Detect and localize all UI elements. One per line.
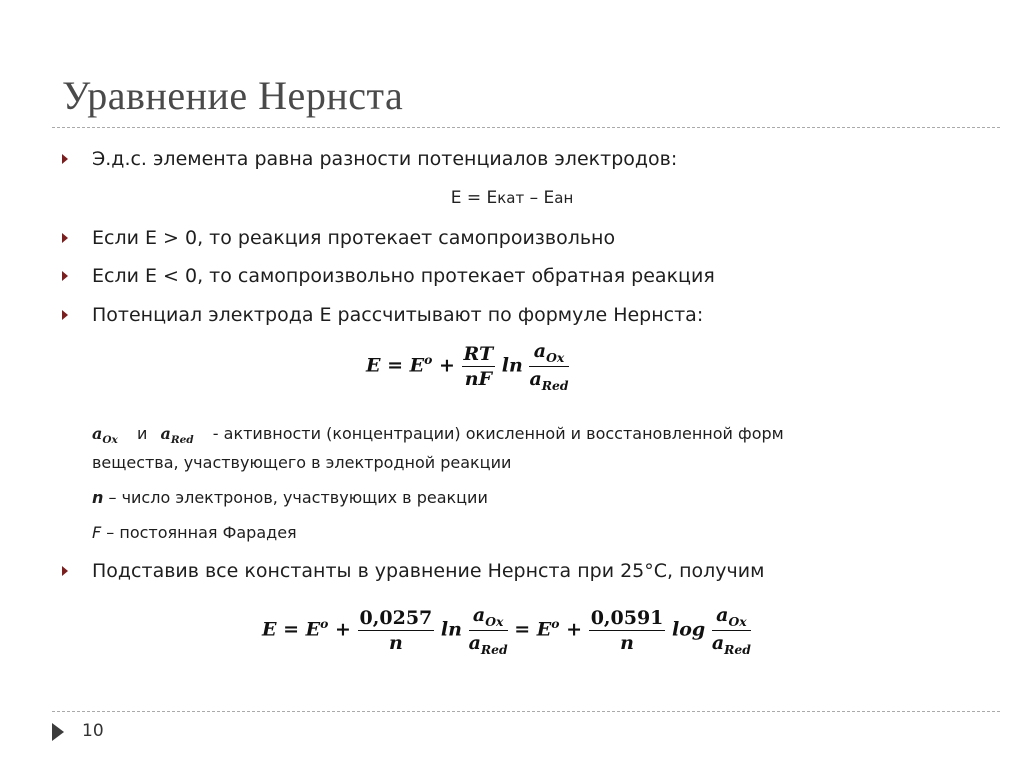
nernst-rt-fraction: [462, 343, 496, 390]
emf-formula: [0, 188, 1024, 208]
emf-formula-cat: кат: [497, 189, 525, 207]
activity-text-1: - активности (концентрации) окисленной и восстановленной форм: [212, 424, 784, 443]
bullet-text-positive: Если E > 0, то реакция протекает самопроизвольно: [92, 227, 616, 249]
activity-a: a: [529, 367, 542, 390]
final-activity-fraction-2: [712, 604, 751, 657]
final-activity-num-2: $a_{Ox}$: [712, 604, 751, 631]
nernst-e0: E: [409, 354, 425, 377]
nernst-lhs: E: [366, 354, 381, 377]
final-fraction-2: [589, 607, 666, 654]
final-activity-fraction-1: [469, 604, 508, 657]
bullet-text-nernst: Потенциал электрода E рассчитывают по формуле Нернста:: [92, 304, 704, 326]
f-symbol: F: [92, 523, 102, 542]
final-plus-2: +: [566, 618, 583, 641]
activity-ox: Ox: [546, 349, 565, 365]
nernst-rt-denominator: nF: [464, 367, 492, 390]
and-word: и: [136, 424, 148, 443]
final-e0-sup-2: o: [551, 615, 560, 631]
final-fraction-1: [358, 607, 435, 654]
slide-title: Уравнение Нернста: [62, 73, 404, 118]
emf-formula-an: ан: [554, 189, 574, 207]
n-text: – число электронов, участвующих в реакции: [103, 488, 488, 507]
a-red-symbol: $a_{Red}$: [160, 424, 194, 447]
nernst-rt-numerator: RT: [463, 342, 494, 365]
final-equals-1: =: [283, 618, 300, 641]
final-n-2: n: [620, 631, 634, 654]
bullet-marker: [62, 310, 68, 320]
final-e0-1: E: [305, 618, 321, 641]
final-e0-2: E: [536, 618, 552, 641]
final-plus-1: +: [335, 618, 351, 641]
final-c2: 0,0591: [590, 606, 664, 629]
bullet-marker: [62, 233, 68, 243]
final-equals-2: =: [514, 618, 531, 641]
activity-text-2: вещества, участвующего в электродной реакции: [92, 453, 512, 472]
final-e0-sup-1: o: [320, 615, 329, 631]
final-c1: 0,0257: [359, 606, 433, 629]
activity-a: a: [533, 340, 547, 362]
final-activity-den-1: $a_{Red}$: [468, 631, 508, 657]
nernst-activity-fraction: [529, 340, 568, 393]
emf-formula-lhs: E = E: [450, 188, 498, 208]
nernst-equation: [366, 340, 569, 393]
final-activity-num-1: $a_{Ox}$: [469, 604, 508, 631]
final-activity-den-2: $a_{Red}$: [711, 631, 751, 657]
nernst-plus: +: [439, 354, 455, 377]
bullet-marker: [62, 566, 68, 576]
page-number: 10: [82, 721, 104, 741]
n-note: [92, 488, 488, 507]
nernst-ln: ln: [501, 354, 523, 377]
bullet-text-final: Подставив все константы в уравнение Нернста при 25°С, получим: [92, 560, 765, 582]
footer-arrow-icon: [52, 723, 64, 741]
n-symbol: n: [92, 488, 104, 507]
bullet-text-emf: Э.д.с. элемента равна разности потенциалов электродов:: [92, 148, 678, 170]
final-n-1: n: [388, 631, 403, 654]
bullet-marker: [62, 271, 68, 281]
footer-divider: [52, 711, 1000, 712]
final-log: log: [672, 618, 706, 641]
nernst-activity-numerator: [529, 340, 568, 367]
activity-red: Red: [541, 377, 569, 393]
nernst-activity-denominator: [529, 367, 568, 393]
emf-formula-dash: – E: [524, 188, 555, 208]
final-ln: ln: [440, 618, 462, 641]
nernst-e0-sup: o: [424, 351, 433, 367]
final-lhs: E: [262, 618, 277, 641]
f-note: [92, 523, 297, 542]
activity-note: [92, 424, 784, 446]
a-ox-symbol: $a_{Ox}$: [92, 424, 118, 447]
bullet-text-negative: Если E < 0, то самопроизвольно протекает обратная реакция: [92, 265, 715, 287]
f-text: – постоянная Фарадея: [101, 523, 297, 542]
bullet-marker: [62, 154, 68, 164]
final-equation: [262, 604, 751, 657]
nernst-equals: =: [387, 354, 404, 377]
title-divider: [52, 127, 1000, 128]
